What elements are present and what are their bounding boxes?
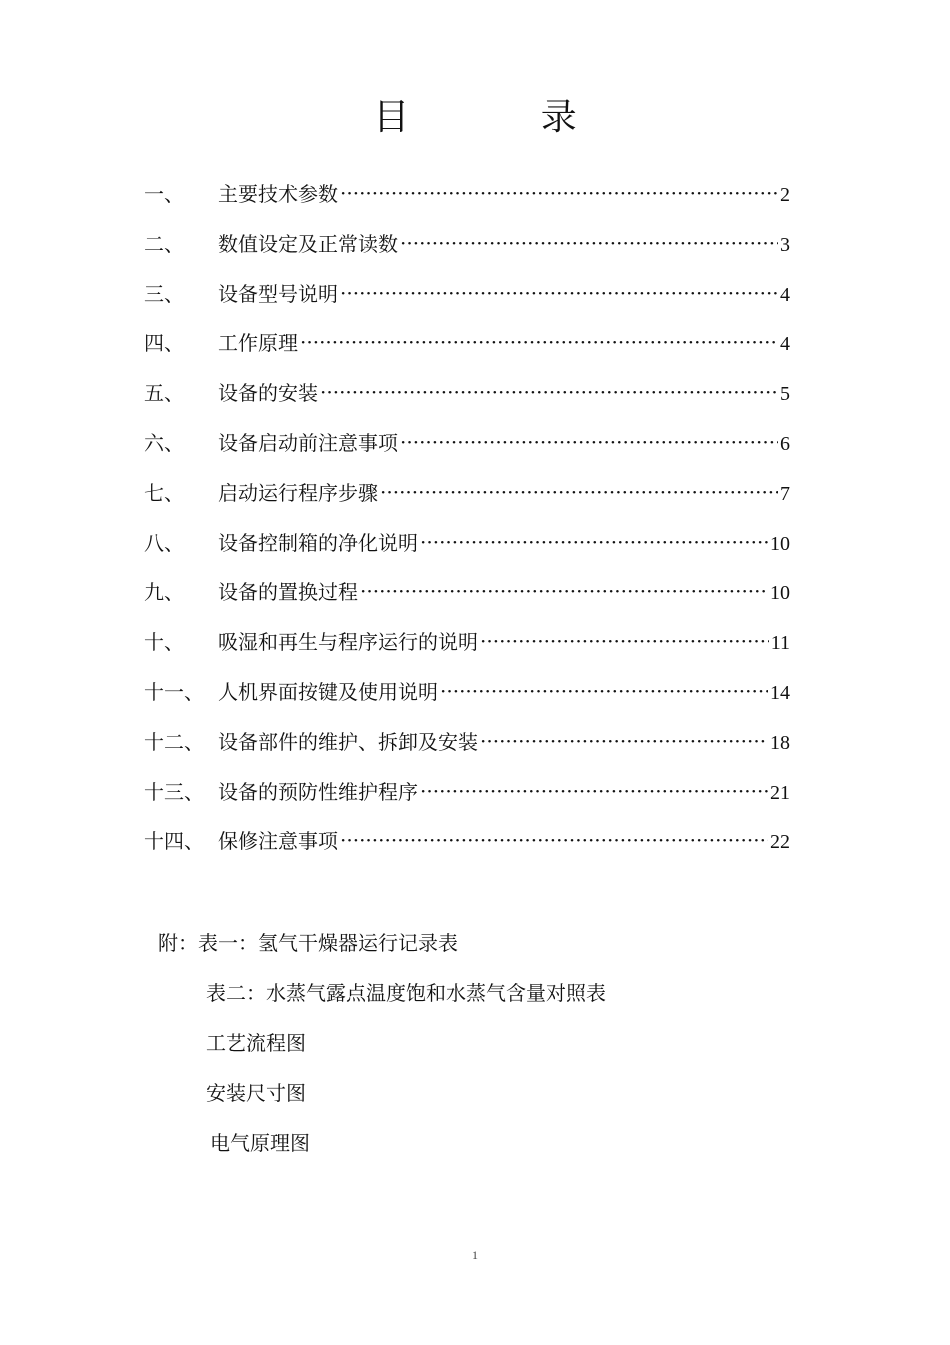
toc-entry-number: 六、 [144, 430, 184, 455]
toc-entry[interactable] [144, 369, 790, 419]
toc-entry[interactable] [144, 170, 790, 220]
toc-entry-number: 十、 [144, 630, 184, 655]
toc-leader-dots [480, 717, 768, 767]
toc-leader-dots [400, 418, 778, 468]
toc-leader-dots [440, 667, 768, 717]
toc-entry[interactable] [144, 519, 790, 569]
toc-entry[interactable] [144, 618, 790, 668]
toc-leader-dots [340, 269, 778, 319]
toc-leader-dots [360, 567, 768, 617]
toc-entry-number: 十三、 [144, 779, 204, 804]
toc-entry-label: 设备启动前注意事项 [218, 430, 398, 455]
appendix-item: 表二：水蒸气露点温度饱和水蒸气含量对照表 [206, 981, 606, 1005]
toc-entry-label: 设备的预防性维护程序 [218, 779, 418, 804]
page-number: 1 [472, 1248, 478, 1262]
toc-entry-number: 三、 [144, 281, 184, 306]
appendix-list [158, 918, 606, 1168]
toc-entry[interactable] [144, 270, 790, 320]
toc-entry-label: 数值设定及正常读数 [218, 231, 398, 256]
toc-entry-page: 7 [780, 482, 790, 505]
toc-entry-page: 18 [770, 731, 790, 754]
toc-entry-number: 九、 [144, 580, 184, 605]
toc-leader-dots [380, 468, 778, 518]
toc-leader-dots [340, 816, 768, 866]
toc-entry-number: 五、 [144, 381, 184, 406]
toc-entry-label: 设备控制箱的净化说明 [218, 530, 418, 555]
toc-entry[interactable] [144, 718, 790, 768]
toc-entry-number: 八、 [144, 530, 184, 555]
toc-entry[interactable] [144, 568, 790, 618]
toc-entry-page: 2 [780, 184, 790, 206]
toc-entry-number: 四、 [144, 331, 184, 356]
toc-entry[interactable] [144, 220, 790, 270]
toc-leader-dots [420, 518, 768, 568]
toc-entry-number: 一、 [144, 182, 184, 206]
appendix-item: 电气原理图 [210, 1131, 310, 1155]
toc-entry[interactable] [144, 768, 790, 818]
toc-entry[interactable] [144, 817, 790, 867]
toc-entry[interactable] [144, 469, 790, 519]
toc-entry-page: 11 [770, 632, 790, 655]
toc-leader-dots [340, 169, 778, 219]
toc-entry-number: 十二、 [144, 729, 204, 754]
toc-entry-page: 22 [770, 831, 790, 854]
toc-entry-page: 10 [770, 582, 790, 605]
toc-entry-label: 工作原理 [218, 331, 298, 356]
toc-leader-dots [300, 318, 778, 368]
toc-entry[interactable] [144, 319, 790, 369]
toc-leader-dots [420, 767, 768, 817]
toc-entry-number: 十一、 [144, 679, 204, 704]
toc-entry-page: 5 [780, 383, 790, 406]
toc-leader-dots [320, 368, 778, 418]
toc-entry-page: 6 [780, 432, 790, 455]
toc-leader-dots [400, 219, 778, 269]
appendix-item: 安装尺寸图 [206, 1081, 306, 1105]
toc-entry-number: 二、 [144, 231, 184, 256]
toc-entry-number: 十四、 [144, 829, 204, 854]
page-title: 目 录 [373, 97, 637, 138]
appendix-item: 工艺流程图 [206, 1031, 306, 1055]
toc-entry-label: 启动运行程序步骤 [218, 480, 378, 505]
table-of-contents [144, 170, 790, 867]
toc-entry-page: 3 [780, 233, 790, 256]
toc-entry-label: 吸湿和再生与程序运行的说明 [218, 630, 478, 655]
toc-entry-page: 21 [770, 781, 790, 804]
toc-entry[interactable] [144, 419, 790, 469]
toc-entry-label: 主要技术参数 [218, 182, 338, 206]
toc-entry[interactable] [144, 668, 790, 718]
appendix-item: 附：表一：氢气干燥器运行记录表 [158, 931, 458, 955]
toc-entry-number: 七、 [144, 480, 184, 505]
toc-entry-label: 设备的置换过程 [218, 580, 358, 605]
toc-entry-label: 人机界面按键及使用说明 [218, 679, 438, 704]
toc-entry-label: 设备的安装 [218, 381, 318, 406]
toc-entry-page: 10 [770, 532, 790, 555]
toc-entry-page: 14 [770, 681, 790, 704]
toc-entry-page: 4 [780, 333, 790, 356]
toc-entry-label: 保修注意事项 [218, 829, 338, 854]
toc-entry-label: 设备型号说明 [218, 281, 338, 306]
toc-entry-page: 4 [780, 283, 790, 306]
toc-entry-label: 设备部件的维护、拆卸及安装 [218, 729, 478, 754]
toc-leader-dots [480, 617, 769, 667]
